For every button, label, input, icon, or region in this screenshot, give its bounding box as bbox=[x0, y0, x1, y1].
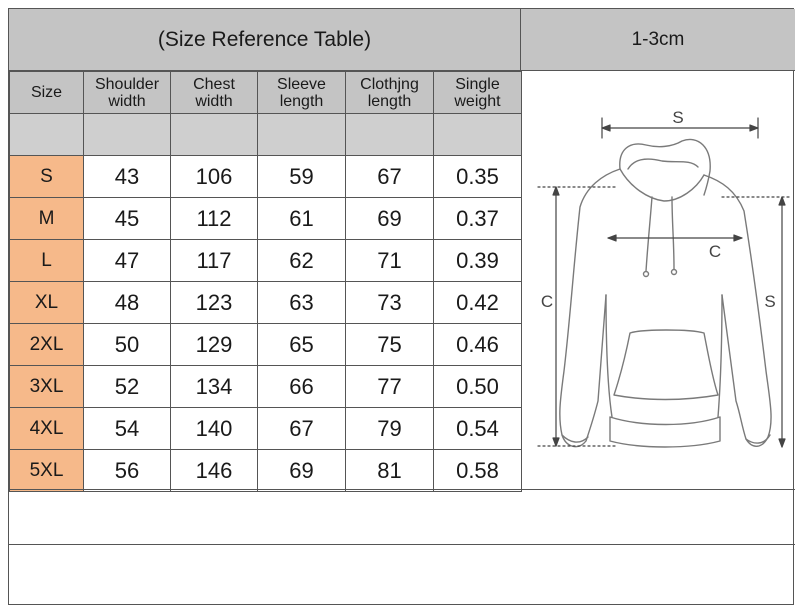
chest-width-cell: 117 bbox=[171, 240, 258, 282]
column-header-chest-width: Chest width bbox=[171, 72, 258, 114]
column-header-clothing-length: Clothjng length bbox=[346, 72, 434, 114]
empty-note-row bbox=[9, 544, 795, 606]
shoulder-width-cell: 48 bbox=[84, 282, 171, 324]
size-cell: 2XL bbox=[10, 324, 84, 366]
chest-width-cell: 129 bbox=[171, 324, 258, 366]
table-row bbox=[10, 156, 522, 198]
sleeve-length-cell: 67 bbox=[258, 408, 346, 450]
column-header-sleeve-length: Sleeve length bbox=[258, 72, 346, 114]
single-weight-cell: 0.46 bbox=[434, 324, 522, 366]
chest-width-cell: 140 bbox=[171, 408, 258, 450]
shoulder-label: S bbox=[672, 108, 684, 127]
clothing-length-cell: 79 bbox=[346, 408, 434, 450]
single-weight-cell: 0.37 bbox=[434, 198, 522, 240]
size-reference-table bbox=[9, 71, 522, 492]
sleeve-length-cell: 59 bbox=[258, 156, 346, 198]
chest-width-cell: 123 bbox=[171, 282, 258, 324]
clothing-length-cell: 81 bbox=[346, 450, 434, 492]
blank-cell bbox=[346, 114, 434, 156]
table-row bbox=[10, 198, 522, 240]
clothing-length-cell: 67 bbox=[346, 156, 434, 198]
table-row bbox=[10, 366, 522, 408]
single-weight-cell: 0.50 bbox=[434, 366, 522, 408]
sleeve-length-cell: 65 bbox=[258, 324, 346, 366]
single-weight-cell: 0.58 bbox=[434, 450, 522, 492]
single-weight-cell: 0.54 bbox=[434, 408, 522, 450]
size-cell: S bbox=[10, 156, 84, 198]
sleeve-length-cell: 61 bbox=[258, 198, 346, 240]
units-row bbox=[10, 114, 522, 156]
table-header-row bbox=[10, 72, 522, 114]
single-weight-cell: 0.35 bbox=[434, 156, 522, 198]
table-row bbox=[10, 282, 522, 324]
chest-label: C bbox=[708, 242, 722, 261]
chest-width-cell: 112 bbox=[171, 198, 258, 240]
empty-note-row bbox=[9, 489, 795, 544]
table-row bbox=[10, 408, 522, 450]
tolerance-note: 1-3cm bbox=[631, 29, 685, 50]
single-weight-cell: 0.39 bbox=[434, 240, 522, 282]
size-chart-sheet bbox=[8, 8, 794, 605]
clothing-length-cell: 71 bbox=[346, 240, 434, 282]
shoulder-width-cell: 43 bbox=[84, 156, 171, 198]
title-row bbox=[9, 9, 795, 71]
chest-width-cell: 134 bbox=[171, 366, 258, 408]
clothing-length-cell: 69 bbox=[346, 198, 434, 240]
measurement-diagram bbox=[522, 71, 795, 489]
column-header-single-weight: Single weight bbox=[434, 72, 522, 114]
size-cell: 3XL bbox=[10, 366, 84, 408]
table-title: (Size Reference Table) bbox=[9, 9, 521, 71]
clothing-length-cell: 73 bbox=[346, 282, 434, 324]
size-cell: 5XL bbox=[10, 450, 84, 492]
shoulder-width-cell: 54 bbox=[84, 408, 171, 450]
blank-cell bbox=[258, 114, 346, 156]
size-cell: M bbox=[10, 198, 84, 240]
chest-width-cell: 146 bbox=[171, 450, 258, 492]
column-header-shoulder-width: Shoulder width bbox=[84, 72, 171, 114]
sleeve-label: S bbox=[764, 292, 776, 311]
shoulder-width-cell: 56 bbox=[84, 450, 171, 492]
table-row bbox=[10, 324, 522, 366]
column-header-size: Size bbox=[10, 72, 84, 114]
sleeve-length-cell: 66 bbox=[258, 366, 346, 408]
blank-cell bbox=[171, 114, 258, 156]
table-row bbox=[10, 450, 522, 492]
shoulder-width-cell: 47 bbox=[84, 240, 171, 282]
single-weight-cell: 0.42 bbox=[434, 282, 522, 324]
shoulder-width-cell: 52 bbox=[84, 366, 171, 408]
chest-width-cell: 106 bbox=[171, 156, 258, 198]
clothing-length-cell: 77 bbox=[346, 366, 434, 408]
size-cell: XL bbox=[10, 282, 84, 324]
size-cell: 4XL bbox=[10, 408, 84, 450]
sleeve-length-cell: 62 bbox=[258, 240, 346, 282]
sleeve-length-cell: 69 bbox=[258, 450, 346, 492]
hoodie-outline-icon bbox=[522, 71, 795, 489]
blank-cell bbox=[434, 114, 522, 156]
table-row bbox=[10, 240, 522, 282]
shoulder-width-cell: 50 bbox=[84, 324, 171, 366]
size-cell: L bbox=[10, 240, 84, 282]
shoulder-width-cell: 45 bbox=[84, 198, 171, 240]
sleeve-length-cell: 63 bbox=[258, 282, 346, 324]
clothing-length-cell: 75 bbox=[346, 324, 434, 366]
blank-cell bbox=[10, 114, 84, 156]
blank-cell bbox=[84, 114, 171, 156]
length-label: C bbox=[540, 292, 554, 311]
